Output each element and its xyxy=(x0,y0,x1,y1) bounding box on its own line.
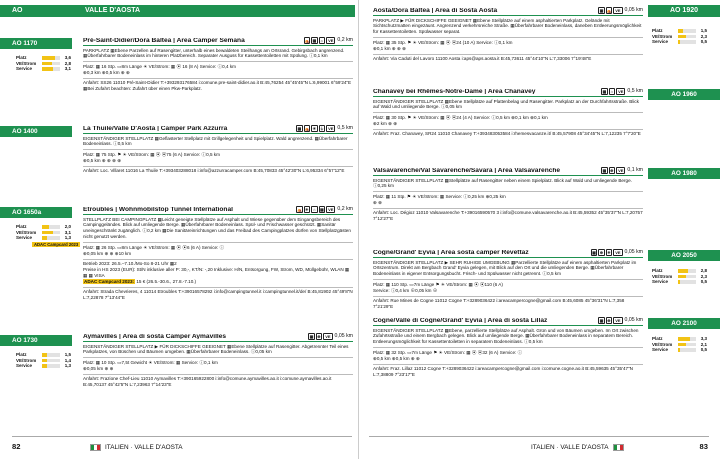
rating-label: VE/Strom xyxy=(652,33,673,39)
ve-icon: VE xyxy=(615,7,621,13)
power-icon: ⏚ xyxy=(319,126,324,132)
entry-address: Anfahrt: Loc. Dégioz 11010 Valsavarenche T:+39016590570 3 i:info@comune.valsavarenche.ao.it B:45,59352 45°35'37"N L:7,20757 7°12'27"E xyxy=(373,210,643,222)
rating-bar xyxy=(678,269,696,273)
footer-rule xyxy=(369,436,709,437)
campsite-entry xyxy=(83,124,353,202)
distance: 0,2 km xyxy=(337,36,353,43)
region-code: AO 1400 xyxy=(0,126,72,137)
rating-label: Service xyxy=(652,347,669,353)
divider xyxy=(83,374,353,375)
rating-label: Platz xyxy=(652,336,663,341)
ve-icon: VE xyxy=(618,167,624,173)
rating-bar xyxy=(678,348,696,352)
ve-icon: VE xyxy=(325,333,331,339)
rating-value: 1,5 xyxy=(700,28,707,33)
rating-bar xyxy=(678,337,696,341)
entry-title[interactable]: Pré-Saint-Didier/Dora Baltea | Area Camper Semana xyxy=(83,37,245,44)
entry-description: EIGENSTÄNDIGER STELLPLATZ ▦Geflasterter Stellplatz mit Grillgelegenheit und Spielplatz. Wald angrenzend. ▦Überfahrbarer Bodeneinlass. ⓘ0,5 km xyxy=(83,135,348,147)
page-footer xyxy=(531,444,628,451)
rating-label: Platz xyxy=(16,352,27,357)
rating-box xyxy=(652,268,707,285)
house-icon: ⌂ xyxy=(609,88,616,95)
sun-icon: ☀ xyxy=(607,250,611,256)
page-footer xyxy=(86,444,183,451)
opening-times: Betrieb 2023: 26.5.–7.10./Mo-So 8-21 Uhr ▦2 xyxy=(83,261,177,267)
italy-flag-icon xyxy=(90,444,101,451)
rating-value: 2,1 xyxy=(700,341,707,347)
rating-fill xyxy=(678,29,683,33)
grid-icon: ▦ xyxy=(592,250,596,256)
rating-fill xyxy=(678,35,686,39)
grid-icon: ▦ xyxy=(319,207,324,213)
entry-title-bar xyxy=(373,87,643,97)
rating-fill xyxy=(42,359,47,363)
divider xyxy=(83,149,353,150)
page-number: 83 xyxy=(699,442,708,451)
shower-icon: ⊕ xyxy=(610,168,614,174)
entry-facts: Service: ⓘ0,4 km ⊕0,05 km ⊕ xyxy=(373,287,438,293)
distance: 0,05 km xyxy=(624,6,643,13)
entry-description: STELLPLATZ BEI CAMPINGPLATZ ▦Leicht geneigte Stellplätze auf Asphalt und Wiese gegenüber dem Eingangsbereich des Campinggeländes. Blick auf umliegende Berge. ▦Überfahrbarer Bodeneinlass. Spül- und Frischwasser geschützt. ▦Sanitär uneingeschränkt zugänglich. ⓘ0,2 km ▦Die Sanitäreinrichtungen und das Freibad des Campingplatzes dürfen von Stellplatzgästen nicht genutzt werden. xyxy=(83,216,351,240)
grid-icon: ▦ xyxy=(309,334,314,340)
divider xyxy=(373,129,643,130)
grid-icon: ▦ xyxy=(297,126,302,132)
campsite-entry xyxy=(83,205,353,329)
page-header xyxy=(0,5,355,17)
ve-icon: VE xyxy=(615,249,621,255)
divider xyxy=(373,37,643,38)
rating-label: Platz xyxy=(652,268,663,273)
rating-value: 0,5 xyxy=(700,347,707,353)
entry-address: Anfahrt: Rue Mines de Cogne 11012 Cogne T:+3289036422 i:areacampercogne@gmail.com B:45,6085 45°36'31"N L:7,358 7°21'29"E xyxy=(373,298,625,310)
rating-fill xyxy=(678,348,680,352)
rating-fill xyxy=(42,62,52,66)
entry-title[interactable]: Cogne/Valle di Cogne/Grand' Eyvia | Area di sosta Lillaz xyxy=(373,317,548,324)
rating-label: Service xyxy=(16,66,33,72)
entry-facts: ⊕0,05 km ⊕ ⊕ xyxy=(83,365,114,371)
rating-bar xyxy=(42,62,60,66)
grid-icon: ▦ xyxy=(599,318,604,324)
rating-label: VE/Strom xyxy=(16,357,37,363)
entry-facts: ⊕0,5 km ⊕ ⊕ ⊕ ⊕ xyxy=(83,157,122,163)
entry-description: PARKPLATZ ▶ FÜR DICKSCHIFFE GEEIGNET ▦Ebene Stellplätze auf einem asphaltierten Parkplatz. Gelände mit Sichtschutzmatten eingezäunt. Angrenzend verkehrsreiche Straße. ▦Überfahrbarer Bodeneinlass, daneben Entleerungsmöglichkeit für Kassettentoiletten. Spülwasser separat. xyxy=(373,17,642,35)
region-code: AO 2050 xyxy=(648,250,720,261)
rating-label: Platz xyxy=(16,224,27,229)
footer-text: ITALIEN · VALLE D'AOSTA xyxy=(531,444,609,451)
region-code: AO 1650a xyxy=(0,207,72,218)
rating-fill xyxy=(678,280,680,284)
ve-icon: VE xyxy=(328,125,334,131)
entry-address: Anfahrt: Loc. Villaret 11016 La Thuile T:+393403288018 i:info@azzurracamper.com B:45,70833 45°42'30"N L:6,95334 6°57'12"E xyxy=(83,168,345,174)
entry-description: EIGENSTÄNDIGER STELLPLATZ ▶ SEHR RUHIGE UMGEBUNG ▦Parzellierte Stellplätze auf einem asphaltierten Parkplatz im Ortszentrum. Direkt am Bergbach Grand' Eyvia gelegen, mit Blick auf den Ort und die umliegenden Berge. ▦Überfahrbarer Bodeneinlass in eigener Entsorgungsbucht. Frisch- und Spülwasser nicht getrennt. ⓘ0,5 km xyxy=(373,259,637,277)
rating-label: VE/Strom xyxy=(16,60,37,66)
page-header xyxy=(648,5,720,17)
rating-fill xyxy=(42,225,49,229)
footer-rule xyxy=(12,436,352,437)
header-region: VALLE D'AOSTA xyxy=(85,7,141,14)
shower-icon: ⊕ xyxy=(607,318,611,324)
rating-bar xyxy=(42,353,60,357)
rating-label: Service xyxy=(16,235,33,241)
entry-facts: Platz: ▦ 26 Stp. ▭8m Länge ☀ VE/Strom: ▦ ⦿ ⦿6 (6 A) Service: ⓘ xyxy=(83,244,225,250)
entry-address: Anfahrt: SS26 11010 Pré-Saint-Didier T:+393293176584 i:comune.pre-saint-didier.ao.it B:45,76254 45°45'45"N L:6,99001 6°59'24"E ▦Bei Zufahrt beachten: Zufahrt über einen Pkw-Parkplatz. xyxy=(83,80,352,92)
campsite-entry xyxy=(83,332,353,406)
rating-value: 3,1 xyxy=(64,66,71,72)
rating-bar xyxy=(678,275,696,279)
divider xyxy=(83,357,353,358)
rating-fill xyxy=(42,56,55,60)
entry-facts: Platz: ▦ 75 Stp. ⚑ ☀ VE/Strom: ▦ ⦿ ⦿75 (6 A) Service: ⓘ0,5 km xyxy=(83,151,220,157)
tent-icon: ⛺ xyxy=(304,126,310,132)
entry-description: EIGENSTÄNDIGER STELLPLATZ ▦Ebene Stellplätze auf Plattenbelag und Rasengitter. Parkplatz an der Durchfahrtsstraße. Blick auf Wald und umliegende Berge. ⓘ0,05 km xyxy=(373,98,639,110)
entry-description: EIGENSTÄNDIGER STELLPLATZ ▦Ebene, parzellierte Stellplätze auf Asphalt. Grün und von Bäumen umgeben. Im Ort zwischen Zufahrtsstraße und einem Bergbach gelegen. Blick auf umliegende Berge. ▦Überfahrbarer Bodeneinlass in separatem Bereich. Entleerungsmöglichkeit für Kassettentoiletten in separatem Bodeneinlass. ⓘ0,5 km xyxy=(373,327,639,345)
divider xyxy=(83,78,353,79)
entry-facts: ⊕0,05 km ⊕ ⊕ ⊕10 km xyxy=(83,250,132,256)
entry-facts: ⊕0,3 km ⊕0,5 km ⊕ ⊕ xyxy=(83,69,130,75)
campsite-entry xyxy=(373,248,643,314)
grid-icon: ▦ xyxy=(602,89,607,95)
entry-description: EIGENSTÄNDIGER STELLPLATZ ▶ FÜR DICKSCHIFFE GEEIGNET ▦Ebene Stellplätze auf Rasengitter. Abgetrennter Teil eines Parkplatzes, von Büschen und Bäumen umgeben. ▦Überfahrbarer Bodeneinlass. ⓘ0,05 km xyxy=(83,343,349,355)
grid-icon: ▦ xyxy=(602,168,607,174)
tent-icon: ⛺ xyxy=(304,38,310,44)
region-code: AO 1960 xyxy=(648,89,720,100)
house-icon: ⌂ xyxy=(311,206,318,213)
divider xyxy=(373,347,643,348)
rating-label: VE/Strom xyxy=(652,341,673,347)
entry-facts: ⊕0,5 km ⊕0,5 km ⊕ ⊕ xyxy=(373,355,420,361)
rating-fill xyxy=(42,231,53,235)
rating-bar xyxy=(42,359,60,363)
rating-label: Platz xyxy=(16,55,27,60)
rating-bar xyxy=(678,29,696,33)
ve-icon: VE xyxy=(328,37,334,43)
entry-facts: Platz: ▦ 110 Stp. ▭7m Länge ⚑ ☀ VE/Strom: ▦ ⦿ ⦿110 (6 A) xyxy=(373,281,503,287)
rating-fill xyxy=(678,337,690,341)
region-code: AO 1730 xyxy=(0,335,72,346)
entry-address: Anfahrt: Via Caduti del Lavoro 11100 Aosta i:aps@aps.aosta.it B:45,73611 45°44'10"N L:7,33006 7°19'48"E xyxy=(373,56,592,62)
rating-label: Service xyxy=(652,279,669,285)
entry-title-bar xyxy=(373,6,643,16)
entry-description: PARKPLATZ ▦Ebene Parzellen auf Rasengitter, unterhalb eines bewaldeten Steilhangs am Ortsrand. Gebirgsbach angrenzend. ▦Überfahrbarer Bodeneinlass im hinteren Platzbereich. Separater Ausguss für Kassettentoiletten mit Spülung. ⓘ0,1 km xyxy=(83,47,345,59)
rating-label: VE/Strom xyxy=(16,229,37,235)
entry-title[interactable]: Valsavarenche/Val Savarenche/Savara | Area Valsavarenche xyxy=(373,167,561,174)
entry-facts: Platz: ▦ 32 Stp. ▭7m Länge ⚑ ☀ VE/Strom: ▦ ⦿ ⦿32 (6 A) Service: ⓘ xyxy=(373,349,523,355)
rating-label: Platz xyxy=(652,28,663,33)
rating-value: 1,5 xyxy=(64,352,71,357)
entry-title[interactable]: Chanavey bei Rhêmes-Notre-Dame | Area Chanavey xyxy=(373,88,536,95)
campsite-entry xyxy=(373,87,643,162)
entry-facts: ⊕2 km ⊕ ⊕ xyxy=(373,120,398,126)
distance: 0,05 km xyxy=(624,248,643,255)
entry-address: Anfahrt: Fraz. Lillaz 11012 Cogne T:+3289036422 i:areacampercogne@gmail.com i:comune.cogne.ao.it B:45,59635 45°35'47"N L:7,38809 7°23'17"E xyxy=(373,366,633,378)
distance: 0,1 km xyxy=(627,166,643,173)
rating-value: 1,3 xyxy=(64,235,71,241)
entry-title[interactable]: Aymavilles | Area di sosta Camper Aymavilles xyxy=(83,333,227,340)
rating-value: 3,1 xyxy=(64,229,71,235)
rating-fill xyxy=(42,353,47,357)
rating-label: Service xyxy=(652,39,669,45)
divider xyxy=(373,112,643,113)
entry-facts: Platz: ▦ 16 Stp. ▭8m Länge ☀ VE/Strom: ▦ ⦿ 16 (8 A) Service: ⓘ0,4 km xyxy=(83,63,236,69)
campcard-info xyxy=(83,279,353,285)
campcard-text: 15 € (26.5.-30.6., 27.8.-7.10.) xyxy=(135,278,197,284)
entry-title-bar xyxy=(373,316,643,326)
right-page xyxy=(361,0,720,459)
campcard-badge: ADAC Campcard 2023 xyxy=(34,241,79,247)
rating-fill xyxy=(678,275,686,279)
entry-facts: ⊕ ⊕ xyxy=(373,199,382,205)
tent-icon: ⛺ xyxy=(297,207,303,213)
divider xyxy=(373,279,643,280)
rating-value: 2,8 xyxy=(700,268,707,273)
campsite-entry xyxy=(83,36,353,122)
entry-description: EIGENSTÄNDIGER STELLPLATZ ▦Stellplätze auf Rasengitter neben einem Spielplatz. Blick auf Wald und umliegende Berge. ⓘ0,25 km xyxy=(373,177,632,189)
rating-fill xyxy=(42,364,47,368)
rating-value: 0,5 xyxy=(700,39,707,45)
rating-box xyxy=(652,28,707,45)
rating-box xyxy=(16,224,80,247)
rating-fill xyxy=(678,269,688,273)
rating-value: 2,8 xyxy=(64,60,71,66)
rating-value: 2,3 xyxy=(700,33,707,39)
entry-title-bar xyxy=(83,332,353,342)
rating-bar xyxy=(678,35,696,39)
rating-box xyxy=(652,336,707,353)
divider xyxy=(373,191,643,192)
rating-bar xyxy=(678,40,696,44)
distance: 0,2 km xyxy=(337,205,353,212)
distance: 0,05 km xyxy=(334,332,353,339)
divider xyxy=(83,259,353,260)
grid-icon: ▦ xyxy=(599,8,604,14)
rating-value: 2,3 xyxy=(700,273,707,279)
region-code: AO 1170 xyxy=(0,38,72,49)
entry-title-bar xyxy=(373,166,643,176)
rating-box xyxy=(16,55,71,72)
rating-bar xyxy=(678,343,696,347)
entry-facts: Platz: ▦ 11 Stp. ⚑ ☀ VE/Strom: ▦ Service: ⓘ0,25 km ⊕0,25 km xyxy=(373,193,506,199)
entry-title[interactable]: Etroubles | Wohnmobilstop Tunnel International xyxy=(83,206,233,213)
distance: 0,5 km xyxy=(627,87,643,94)
rating-fill xyxy=(42,236,47,240)
distance: 0,05 km xyxy=(624,316,643,323)
region-code: AO 1980 xyxy=(648,168,720,179)
divider xyxy=(83,287,353,288)
entry-title[interactable]: La Thuile/Valle D'Aosta | Camper Park Azzurra xyxy=(83,125,228,132)
ve-icon: VE xyxy=(328,206,334,212)
rating-label: VE/Strom xyxy=(652,273,673,279)
entry-title[interactable]: Cogne/Grand' Eyvia | Area sosta camper Revettaz xyxy=(373,249,529,256)
entry-title-bar xyxy=(83,36,353,46)
header-code: AO xyxy=(12,7,23,14)
rating-fill xyxy=(678,343,686,347)
entry-title-bar xyxy=(83,124,353,134)
rating-bar xyxy=(42,225,60,229)
divider xyxy=(373,208,643,209)
divider xyxy=(83,61,353,62)
entry-address: Anfahrt: Fraz. Chanavey, SR24 11010 Chanavey T:+393483053584 i:rhemesvacanze.it/ B:45,57908 45°34'45"N L:7,12235 7°7'20"E xyxy=(373,131,641,137)
ve-icon: VE xyxy=(618,88,624,94)
tent-icon: ⛺ xyxy=(606,8,612,14)
rating-value: 1,3 xyxy=(64,363,71,369)
entry-facts: Platz: ▦ 35 Stp. ⚑ ☀ VE/Strom: ▦ ⦿ ⦿24 (10 A) Service: ⓘ0,1 km xyxy=(373,39,513,45)
entry-facts: Platz: ▦ 10 Stp. ▭7,5t Gewicht ☀ VE/Strom: ▦ Service: ⓘ0,1 km xyxy=(83,359,218,365)
left-page xyxy=(0,0,359,459)
distance: 0,5 km xyxy=(337,124,353,131)
sun-icon: ☼ xyxy=(319,38,324,44)
entry-address: Anfahrt: Strada Chevrieres, 4 11014 Etroubles T:+39016578292 i:info@campingtunnel.it i:campingtunnel.it/de/ B:45,81902 45°49'8"N L:7,22878 7°13'44"E xyxy=(83,289,353,301)
campsite-entry xyxy=(373,166,643,242)
rating-value: 2,0 xyxy=(64,224,71,229)
sun-icon: ☀ xyxy=(305,207,309,213)
entry-facts: Platz: ▦ 30 Stp. ⚑ ☀ VE/Strom: ▦ ⦿ ⦿24 (4 A) Service: ⓘ0,5 km ⊕0,1 km ⊕0,1 km xyxy=(373,114,548,120)
divider xyxy=(83,166,353,167)
grid-icon: ▦ xyxy=(312,38,317,44)
footer-text: ITALIEN · VALLE D'AOSTA xyxy=(105,444,183,451)
italy-flag-icon xyxy=(613,444,624,451)
sun-icon: ☀ xyxy=(312,126,317,132)
divider xyxy=(373,364,643,365)
ve-icon: VE xyxy=(615,317,621,323)
price-info: Preise in HS 2023 (EUR): St/N inklusive aller P: 30,-, KT/N: -,20 Inklusive: H/N, Entsorgung, FW, Strom, WD, Müllgebühr, WLAN ▦ ▦ ▦ VISA xyxy=(83,267,350,278)
rating-value: 0,5 xyxy=(700,279,707,285)
entry-title[interactable]: Aosta/Dora Baltea | Area di Sosta Aosta xyxy=(373,7,498,14)
region-code: AO 2100 xyxy=(648,318,720,329)
shower-icon: ⊕ xyxy=(599,250,604,256)
shower-icon: ⊕ xyxy=(317,334,321,340)
header-region: AO 1920 xyxy=(669,7,699,14)
entry-facts: ⊕0,1 km ⊕ ⊕ ⊕ xyxy=(373,45,407,51)
entry-title-bar xyxy=(373,248,643,258)
divider xyxy=(83,242,353,243)
divider xyxy=(373,296,643,297)
campsite-entry xyxy=(373,316,643,404)
rating-fill xyxy=(678,40,680,44)
rating-fill xyxy=(42,67,53,71)
divider xyxy=(373,54,643,55)
campsite-entry xyxy=(373,6,643,84)
entry-address: Anfahrt: Frazione Chef-Lieu 11010 Aymavilles T:+390165922800 i:info@comune.aymavilles.ao.it i:comune.aymavilles.ao.it B:45,70137 45°42'5"N L:7,23963 7°14'23"E xyxy=(83,376,332,388)
rating-bar xyxy=(42,67,60,71)
page-number: 82 xyxy=(12,442,21,451)
rating-bar xyxy=(42,231,60,235)
rating-box xyxy=(16,352,71,369)
rating-bar xyxy=(42,364,60,368)
rating-value: 3,3 xyxy=(700,336,707,341)
rating-bar xyxy=(42,236,60,240)
rating-value: 3,6 xyxy=(64,55,71,60)
rating-label: Service xyxy=(16,363,33,369)
entry-title-bar xyxy=(83,205,353,215)
rating-bar xyxy=(678,280,696,284)
rating-bar xyxy=(42,56,60,60)
rating-value: 1,4 xyxy=(64,357,71,363)
campcard-label: ADAC Campcard 2023: xyxy=(84,278,135,284)
